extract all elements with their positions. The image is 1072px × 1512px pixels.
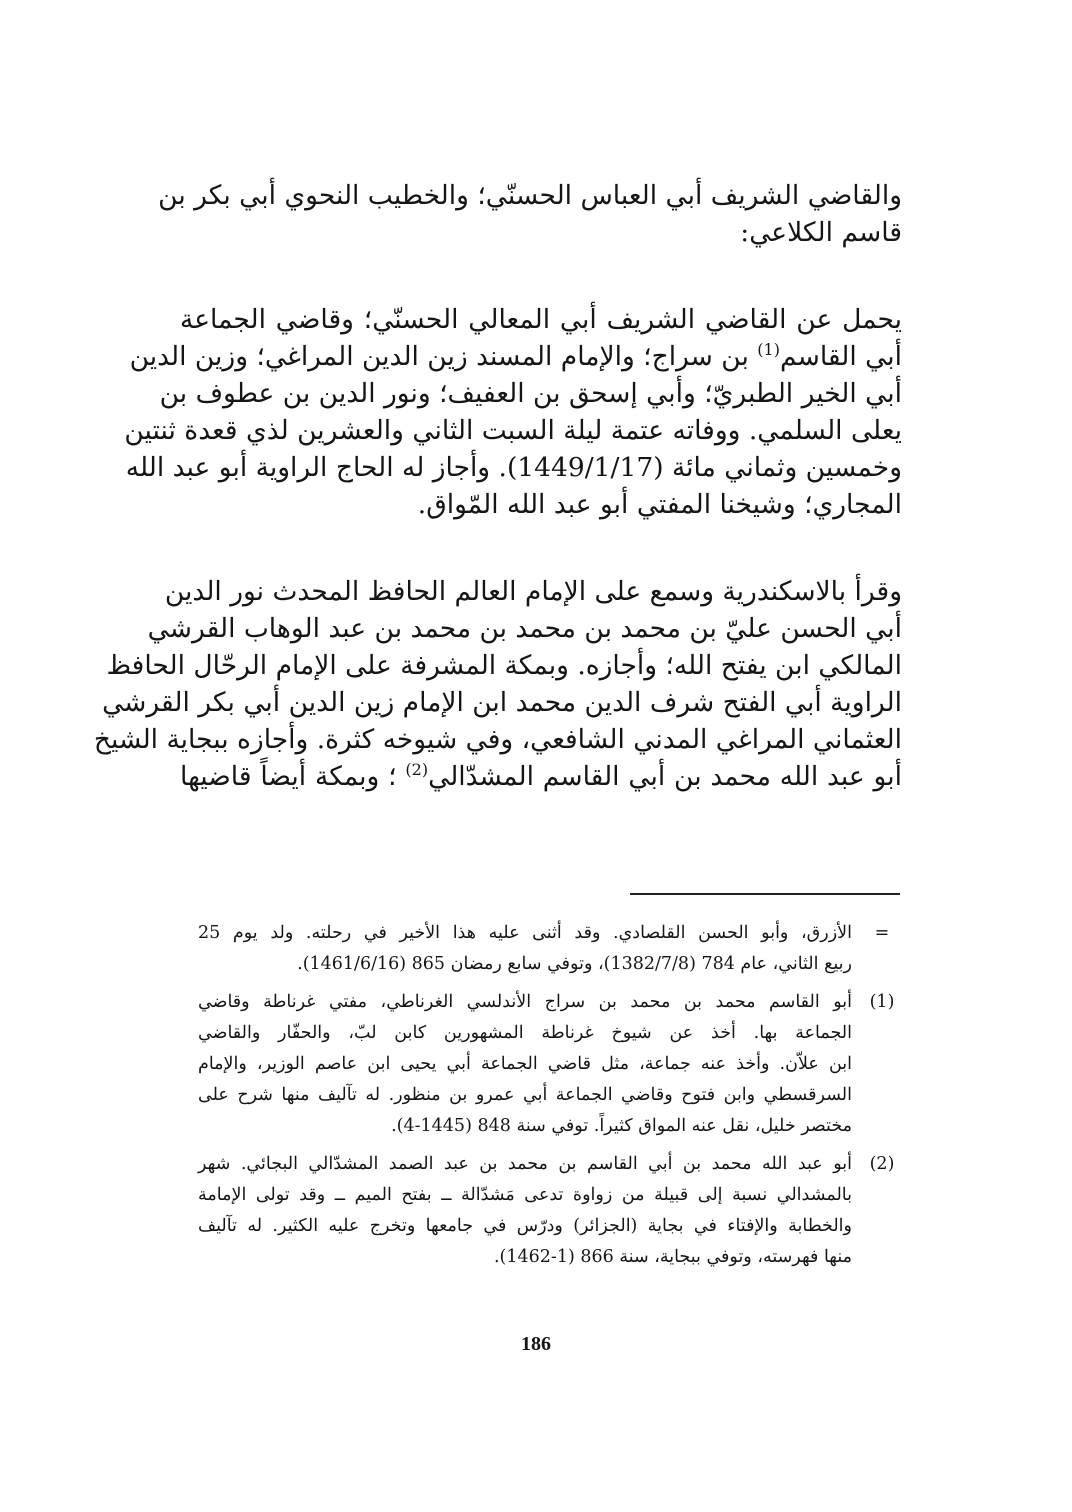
text-line: قاسم الكلاعي: xyxy=(740,217,902,248)
footnote-line: السرقسطي وابن فتوح وقاضي الجماعة أبي عمرو بن منظور. له تآليف منها شرح على xyxy=(198,1085,852,1105)
text-run: أبي القاسم xyxy=(779,341,902,372)
text-line: المجاري؛ وشيخنا المفتي أبو عبد الله المّواق. xyxy=(417,489,902,520)
footnote-line: أبو القاسم محمد بن محمد بن سراج الأندلسي الغرناطي، مفتي غرناطة وقاضي xyxy=(198,992,852,1012)
paragraph-1 xyxy=(158,177,902,251)
footnote-continued xyxy=(198,918,900,980)
text-line: أبي الحسن عليّ بن محمد بن محمد بن محمد بن عبد الوهاب القرشي xyxy=(147,613,902,644)
footnote-line: ابن علاّن. وأخذ عنه جماعة، مثل قاضي الجماعة أبي يحيى ابن عاصم الوزير، والإمام xyxy=(198,1054,852,1074)
paragraph-3 xyxy=(93,573,902,795)
footnote-line: والخطابة والإفتاء في بجاية (الجزائر) ودرّس في جامعها وتخرج عليه الكثير. له تآليف xyxy=(198,1216,852,1236)
footnote-ref: (2) xyxy=(405,760,429,780)
text-line: والقاضي الشريف أبي العباس الحسنّي؛ والخطيب النحوي أبي بكر بن xyxy=(158,180,902,211)
footnote-line: ربيع الثاني، عام 784 (1382/7/8)، وتوفي سابع رمضان 865 (1461/6/16). xyxy=(297,954,852,974)
footnote-ref: (1) xyxy=(757,340,780,360)
footnote-line: أبو عبد الله محمد بن أبي القاسم بن محمد بن عبد الصمد المشدّالي البجائي. شهر xyxy=(198,1154,852,1174)
footnote-line: الأزرق، وأبو الحسن القلصادي. وقد أثنى عليه هذا الأخير في رحلته. ولد يوم 25 xyxy=(198,923,852,943)
footnote-line: منها فهرسته، وتوفي ببجاية، سنة 866 (1-1462). xyxy=(493,1247,852,1267)
text-line: العثماني المراغي المدني الشافعي، وفي شيوخه كثرة. وأجازه ببجاية الشيخ xyxy=(93,724,902,755)
footnote-body xyxy=(198,918,852,980)
footnote-2 xyxy=(198,1149,900,1273)
text-line: المالكي ابن يفتح الله؛ وأجازه. وبمكة المشرفة على الإمام الرحّال الحافظ xyxy=(106,650,902,681)
footnote-mark: (1) xyxy=(869,992,895,1012)
footnote-mark: = xyxy=(874,923,890,943)
footnote-line: مختصر خليل، نقل عنه المواق كثيراً. توفي سنة 848 (1445-4). xyxy=(391,1116,852,1136)
text-line: يحمل عن القاضي الشريف أبي المعالي الحسنّي؛ وقاضي الجماعة xyxy=(180,304,902,335)
footnote-divider xyxy=(630,893,900,895)
text-line xyxy=(129,338,902,375)
page-number: 186 xyxy=(521,1333,551,1355)
text-line: يعلى السلمي. ووفاته عتمة ليلة السبت الثاني والعشرين لذي قعدة ثنتين xyxy=(124,415,902,446)
footnote-line: الجماعة بها. أخذ عن شيوخ غرناطة المشهورين كابن لبّ، والحفّار والقاضي xyxy=(198,1023,852,1043)
text-run: أبو عبد الله محمد بن أبي القاسم المشدّالي xyxy=(428,761,902,792)
footnote-body xyxy=(198,1149,852,1273)
text-line: وقرأ بالاسكندرية وسمع على الإمام العالم الحافظ المحدث نور الدين xyxy=(164,576,902,607)
footnote-mark: (2) xyxy=(869,1154,895,1174)
footnote-line: بالمشدالي نسبة إلى قبيلة من زواوة تدعى مَشدّالة ــ بفتح الميم ــ وقد تولى الإمامة xyxy=(198,1185,852,1205)
footnotes xyxy=(198,918,900,1280)
footnote-body xyxy=(198,987,852,1142)
footnote-1 xyxy=(198,987,900,1142)
text-line: وخمسين وثماني مائة (1449/1/17). وأجاز له الحاج الراوية أبو عبد الله xyxy=(125,452,902,483)
text-line: الراوية أبي الفتح شرف الدين محمد ابن الإمام زين الدين أبي بكر القرشي xyxy=(102,687,902,718)
text-line: أبي الخير الطبريّ؛ وأبي إسحق بن العفيف؛ ونور الدين بن عطوف بن xyxy=(159,378,902,409)
text-run: ؛ وبمكة أيضاً قاضيها xyxy=(180,761,397,792)
main-text xyxy=(93,177,902,795)
text-run: بن سراج؛ والإمام المسند زين الدين المراغي؛ وزين الدين xyxy=(129,341,749,372)
paragraph-2 xyxy=(124,301,902,523)
text-line xyxy=(180,758,902,795)
